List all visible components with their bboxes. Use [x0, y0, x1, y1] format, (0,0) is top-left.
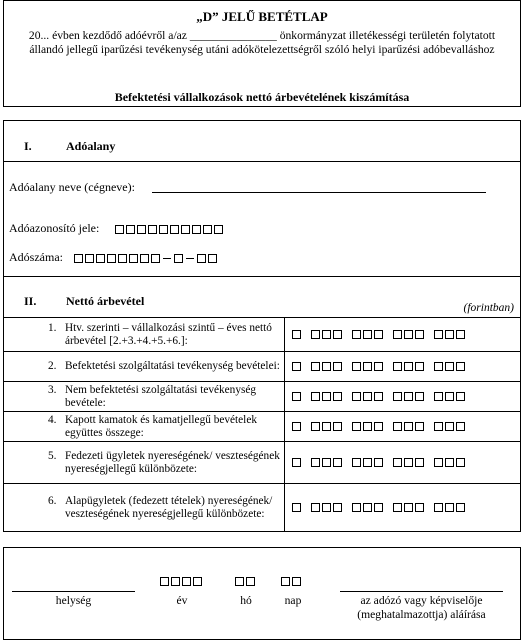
revenue-table [4, 317, 520, 532]
unit-label: (forintban) [463, 302, 514, 314]
signer-label [324, 594, 519, 622]
day-label: nap [284, 594, 302, 607]
section-divider [4, 276, 520, 277]
amount-boxes[interactable] [284, 318, 520, 352]
form-title: „D” JELŰ BETÉTLAP [196, 9, 328, 24]
row-number: 4. [48, 413, 57, 426]
name-input-line[interactable] [152, 192, 486, 193]
table-row [4, 412, 520, 442]
signature-section [3, 547, 521, 640]
table-row [4, 442, 520, 484]
table-row [4, 352, 520, 382]
day-boxes[interactable] [281, 572, 303, 590]
amount-boxes[interactable] [284, 382, 520, 412]
place-input-line[interactable] [12, 591, 135, 592]
table-row [4, 484, 520, 532]
amount-boxes[interactable] [284, 412, 520, 442]
form-header [3, 0, 521, 107]
place-label: helység [55, 594, 92, 607]
year-label: év [176, 594, 188, 607]
row-number: 1. [48, 321, 57, 334]
row-number: 6. [48, 494, 57, 507]
signer-label-line1: az adózó vagy képviselője [360, 594, 483, 607]
year-boxes[interactable] [160, 572, 204, 590]
table-row [4, 382, 520, 412]
name-label: Adóalany neve (cégneve): [9, 180, 135, 194]
month-boxes[interactable] [235, 572, 257, 590]
signature-line[interactable] [340, 591, 503, 592]
main-section [3, 120, 521, 532]
row-number: 2. [48, 360, 57, 372]
row-label: Nem befektetési szolgáltatási tevékenység bevétele: [65, 383, 257, 409]
form-subtitle: Befektetési vállalkozások nettó árbevételének kiszámítása [114, 90, 410, 104]
form-intro: 20... évben kezdődő adóévről a/az _______________ önkormányzat illetékességi területén folytatott állandó jellegű iparűzési tevékenység utáni adókötelezettségről szóló helyi iparűzési adóbevalláshoz [28, 29, 496, 56]
taxid-label: Adóazonosító jele: [9, 221, 100, 235]
taxnum-boxes[interactable] [74, 249, 219, 267]
section1-roman: I. [24, 139, 32, 153]
row-label: Befektetési szolgáltatási tevékenység bevételei: [65, 360, 280, 372]
section1-divider [4, 161, 520, 162]
taxnum-label: Adószáma: [9, 250, 63, 264]
amount-boxes[interactable] [284, 442, 520, 484]
row-label: Kapott kamatok és kamatjellegű bevételek együttes összege: [65, 413, 257, 439]
section1-title: Adóalany [66, 139, 116, 153]
row-label: Htv. szerinti – vállalkozási szintű – éves nettó árbevétel [2.+3.+4.+5.+6.]: [65, 321, 272, 347]
section2-roman: II. [24, 294, 37, 308]
row-number: 3. [48, 383, 57, 396]
row-label: Fedezeti ügyletek nyereségének/ veszteségének nyereségjellegű különbözete: [65, 449, 280, 475]
table-row [4, 318, 520, 352]
month-label: hó [240, 594, 252, 607]
amount-boxes[interactable] [284, 484, 520, 532]
section2-title: Nettó árbevétel [66, 294, 145, 308]
row-number: 5. [48, 449, 57, 462]
taxid-boxes[interactable] [115, 220, 225, 238]
amount-boxes[interactable] [284, 352, 520, 382]
row-label: Alapügyletek (fedezett tételek) nyereségének/ veszteségének nyereségjellegű különbözete: [65, 494, 273, 520]
signer-label-line2: (meghatalmazottja) aláírása [357, 608, 486, 621]
